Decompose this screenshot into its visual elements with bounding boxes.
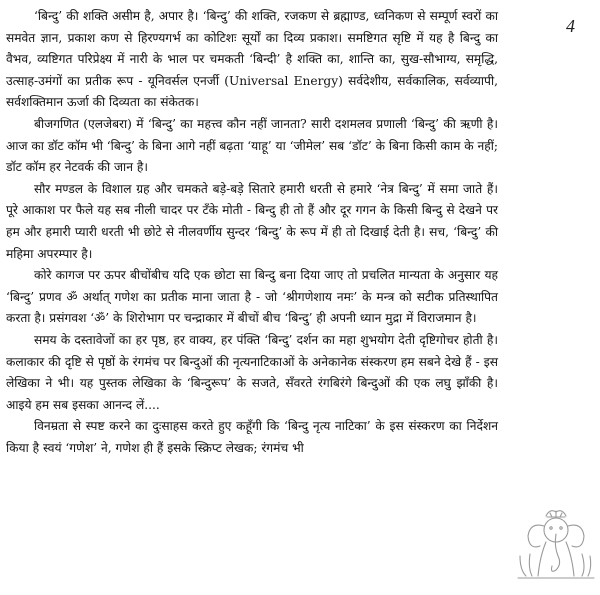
ganesha-sketch-icon <box>516 506 596 580</box>
paragraph-4: कोरे कागज पर ऊपर बीचोंबीच यदि एक छोटा सा बिन्दु बना दिया जाए तो प्रचलित मान्यता के अनुसार यह ‘बिन्दु’ प्रणव ॐ अर्थात् गणेश का प्रतीक माना जाता है - जो ‘श्रीगणेशाय नमः’ के मन्त्र को सटीक प्रतिस्थापित करता है। प्रसंगवश ‘ॐ’ के शिरोभाग पर चन्द्राकार में बीचों बीच ‘बिन्दु’ ही अपनी ध्यान मुद्रा में विराजमान है। <box>6 268 498 326</box>
paragraph-3: सौर मण्डल के विशाल ग्रह और चमकते बड़े-बड़े सितारे हमारी धरती से हमारे ‘नेत्र बिन्दु’ में समा जाते हैं। पूरे आकाश पर फैले यह सब नीली चादर पर टँके मोती - बिन्दु ही तो हैं और दूर गगन के किसी बिन्दु से देखने पर हम और हमारी प्यारी धरती भी छोटे से नीलवर्णीय सुन्दर ‘बिन्दु’ के रूप में ही तो दिखाई देती है। सच, ‘बिन्दु’ की महिमा अपरम्पार है। <box>6 181 498 261</box>
body-text <box>6 6 498 459</box>
paragraph-6: विनम्रता से स्पष्ट करने का दुःसाहस करते हुए कहूँगी कि ‘बिन्दु नृत्य नाटिका’ के इस संस्करण का निर्देशन किया है स्वयं ‘गणेश’ ने, गणेश ही हैं इसके स्क्रिप्ट लेखक; रंगमंच भी <box>6 419 498 455</box>
paragraph-2: बीजगणित (एलजेबरा) में ‘बिन्दु’ का महत्त्व कौन नहीं जानता? सारी दशमलव प्रणाली ‘बिन्दु’ की ऋणी है। आज का डॉट कॉम भी ‘बिन्दु’ के बिना आगे नहीं बढ़ता ‘याहू’ या ‘जीमेल’ सब ‘डॉट’ के बिना किसी काम के नहीं; डॉट कॉम हर नेटवर्क की जान है। <box>6 116 498 175</box>
page-number: 4 <box>566 16 575 36</box>
paragraph-1: ‘बिन्दु’ की शक्ति असीम है, अपार है। ‘बिन्दु’ की शक्ति, रजकण से ब्रह्माण्ड, ध्वनिकण से सम्पूर्ण स्वरों का समवेत ज्ञान, प्रकाश कण से हिरण्यगर्भ का कोटिशः सूर्यों का दिव्य प्रकाश। समष्टिगत सृष्टि में यह है बिन्दु का वैभव, व्यष्टिगत परिप्रेक्ष्य में नारी के भाल पर चमकती ‘बिन्दी’ है शक्ति का, शान्ति का, सुख-सौभाग्य, समृद्धि, उत्साह-उमंगों का प्रतीक रूप - यूनिवर्सल एनर्जी (Universal Energy) सर्वदेशीय, सर्वकालिक, सर्वव्यापी, सर्वशक्तिमान ऊर्जा की दिव्यता का संकेतक। <box>6 9 498 110</box>
paragraph-5: समय के दस्तावेजों का हर पृष्ठ, हर वाक्य, हर पंक्ति ‘बिन्दु’ दर्शन का महा शुभयोग देती दृष्टिगोचर होती है। कलाकार की दृष्टि से पृष्ठों के रंगमंच पर बिन्दुओं की नृत्यनाटिकाओं के अनेकानेक संस्करण हम सबने देखे हैं - इस लेखिका ने भी। यह पुस्तक लेखिका के ‘बिन्दुरूप’ के सजते, सँवरते रंगबिरंगे बिन्दुओं की एक लघु झाँकी है। आइये हम सब इसका आनन्द लें.... <box>6 332 498 412</box>
